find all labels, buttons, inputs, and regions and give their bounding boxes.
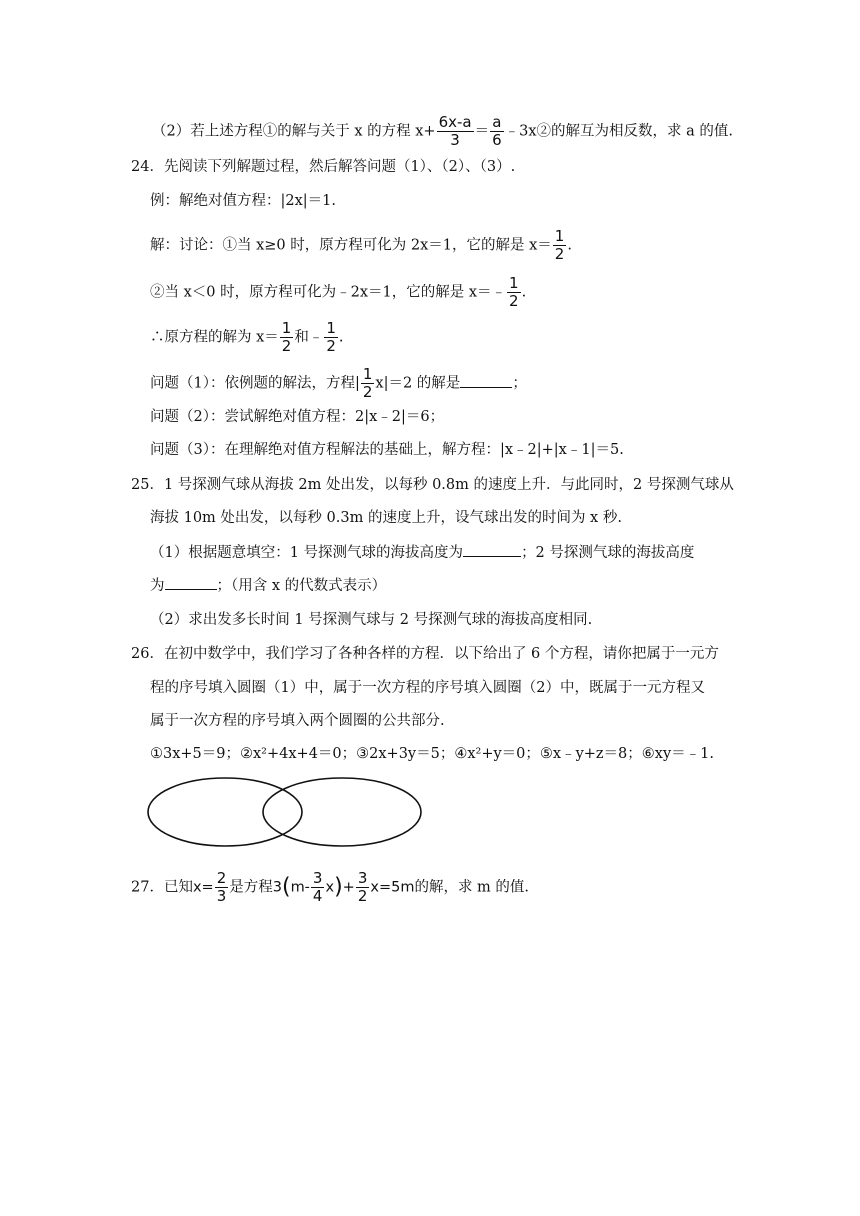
q24-title: 24．先阅读下列解题过程，然后解答问题（1）、（2）、（3）. — [131, 159, 516, 175]
q24-q1-fraction: $\frac{1}{2}$ — [362, 365, 373, 401]
q23-part2-suffix: ﹣3x②的解互为相反数，求 a 的值. — [504, 123, 734, 140]
q24-question-1: 问题（1）：依例题的解法，方程| $\frac{1}{2}$ x|＝2 的解是 ； — [150, 365, 527, 401]
q24-solution-case1: 解：讨论：①当 x≥0 时，原方程可化为 2x＝1，它的解是 x＝ $\frac{1}{2}$ . — [150, 227, 572, 263]
q25-line-2: 海拔 10m 处出发，以每秒 0.3m 的速度上升，设气球出发的时间为 x 秒. — [150, 510, 622, 526]
q26-equations: ①3x+5＝9；②x²+4x+4＝0；③2x+3y＝5；④x²+y＝0；⑤x﹣y+z＝8；⑥xy＝﹣1. — [150, 746, 714, 762]
q26-line-1: 26．在初中数学中，我们学习了各种各样的方程．以下给出了 6 个方程，请你把属于一元方 — [131, 646, 719, 662]
q27: 27．已知x= $\frac{2}{3}$ 是方程3(m- $\frac{3}{4}$ x)+ $\frac{3}{2}$ x=5m的解，求 m 的值. — [131, 869, 530, 905]
q25-balloon2-blank[interactable] — [165, 575, 217, 590]
venn-diagram — [145, 775, 430, 850]
q24-solution-case2: ②当 x＜0 时，原方程可化为﹣2x＝1，它的解是 x＝﹣ $\frac{1}{2}$ . — [150, 274, 527, 310]
venn-circle-1[interactable] — [148, 778, 302, 846]
q23-part2: （2）若上述方程①的解与关于 x 的方程 x+ $\frac{6x-a}{3}$ ＝ $\frac{a}{6}$ ﹣3x②的解互为相反数，求 a 的值. — [152, 113, 734, 149]
q24-conc-fraction-1: $\frac{1}{2}$ — [281, 319, 292, 355]
q24-sol2-fraction: $\frac{1}{2}$ — [509, 274, 519, 310]
q24-sol1-fraction: $\frac{1}{2}$ — [554, 227, 565, 263]
q24-example: 例：解绝对值方程：|2x|＝1. — [150, 193, 337, 209]
q25-line-4: 为 ；（用含 x 的代数式表示） — [150, 575, 386, 596]
q27-fraction-1: $\frac{2}{3}$ — [216, 869, 227, 905]
q25-line-3: （1）根据题意填空：1 号探测气球的海拔高度为 ；2 号探测气球的海拔高度 — [150, 542, 694, 563]
q26-line-3: 属于一次方程的序号填入两个圆圈的公共部分. — [150, 713, 445, 729]
q24-conc-fraction-2: $\frac{1}{2}$ — [326, 319, 336, 355]
q24-q1-answer-blank[interactable] — [460, 373, 512, 388]
q25-balloon1-blank[interactable] — [463, 542, 521, 557]
venn-circle-2[interactable] — [263, 778, 421, 846]
q25-line-1: 25．1 号探测气球从海拔 2m 处出发，以每秒 0.8m 的速度上升．与此同时，2 号探测气球从 — [131, 477, 734, 493]
q24-question-2: 问题（2）：尝试解绝对值方程：2|x﹣2|＝6； — [150, 409, 445, 425]
q23-fraction-1: $\frac{6x-a}{3}$ — [438, 113, 472, 149]
q27-fraction-2: $\frac{3}{4}$ — [312, 869, 323, 905]
q25-line-5: （2）求出发多长时间 1 号探测气球与 2 号探测气球的海拔高度相同. — [150, 612, 593, 628]
q26-line-2: 程的序号填入圆圈（1）中，属于一次方程的序号填入圆圈（2）中，既属于一元方程又 — [150, 680, 705, 696]
q23-fraction-2: $\frac{a}{6}$ — [492, 113, 502, 149]
q24-question-3: 问题（3）：在理解绝对值方程解法的基础上，解方程：|x﹣2|+|x﹣1|＝5. — [150, 442, 624, 458]
q27-fraction-3: $\frac{3}{2}$ — [357, 869, 368, 905]
q24-conclusion: ∴原方程的解为 x＝ $\frac{1}{2}$ 和﹣ $\frac{1}{2}$ . — [150, 319, 344, 355]
q23-part2-prefix: （2）若上述方程①的解与关于 x 的方程 x+ — [152, 123, 436, 140]
